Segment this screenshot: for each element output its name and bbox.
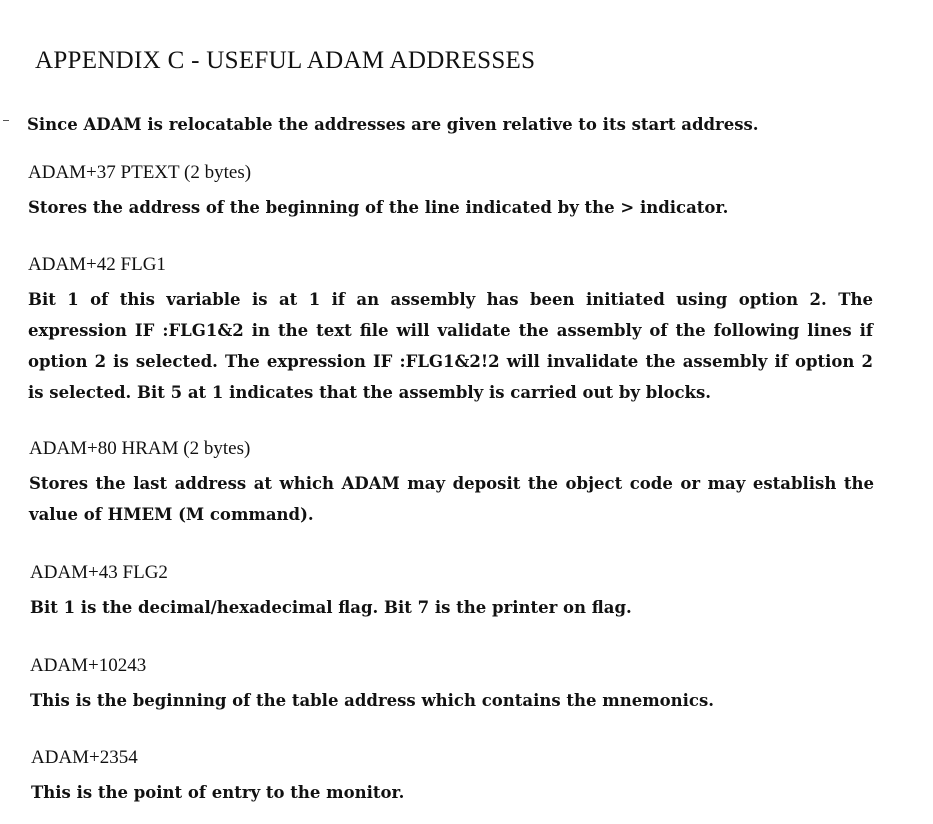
entry-body: This is the point of entry to the monitor. [31,783,405,802]
address-entry-ptext [28,162,873,223]
entry-body: Bit 1 is the decimal/hexadecimal flag. Bit 7 is the printer on flag. [30,598,632,617]
entry-heading: ADAM+37 PTEXT (2 bytes) [28,162,252,183]
entry-heading: ADAM+80 HRAM (2 bytes) [29,438,251,459]
entry-body: Bit 1 of this variable is at 1 if an assembly has been initiated using option 2. The expression IF :FLG1&2 in the text file will validate the assembly of the following lines if option 2 is selected. The expression IF :FLG1&2!2 will invalidate the assembly if option 2 is selected. Bit 5 at 1 indicates that the assembly is carried out by blocks. [28,290,873,402]
address-entry-hram [29,438,874,530]
entry-heading: ADAM+43 FLG2 [30,562,168,583]
margin-mark [3,120,9,121]
address-entry-flg2 [30,562,875,623]
intro-paragraph: Since ADAM is relocatable the addresses are given relative to its start address. [27,114,759,134]
address-entry-monitor [31,747,876,808]
entry-body: Stores the address of the beginning of the line indicated by the > indicator. [28,198,729,217]
entry-body: Stores the last address at which ADAM may deposit the object code or may establish the value of HMEM (M command). [29,474,874,524]
address-entry-flg1 [28,254,873,408]
entry-heading: ADAM+42 FLG1 [28,254,166,275]
entry-body: This is the beginning of the table address which contains the mnemonics. [30,691,715,710]
entry-heading: ADAM+2354 [31,747,138,768]
entry-heading: ADAM+10243 [30,655,147,676]
page-title: APPENDIX C - USEFUL ADAM ADDRESSES [35,46,536,74]
address-entry-mnemonics-table [30,655,875,716]
